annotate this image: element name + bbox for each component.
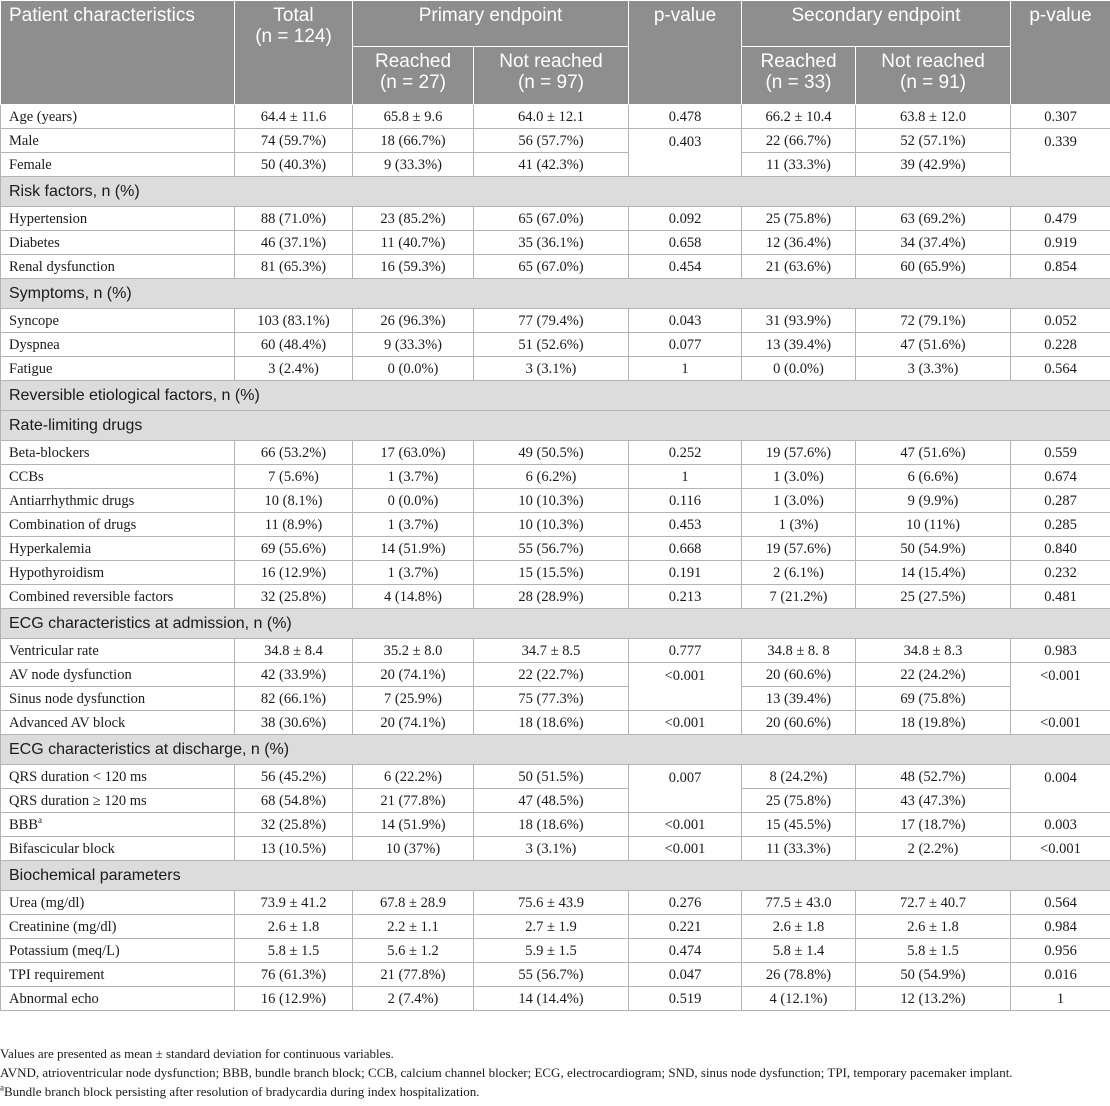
cell-secondary-pvalue: 0.287 <box>1011 489 1110 513</box>
cell-primary-reached: 10 (37%) <box>353 837 474 861</box>
table-row <box>1 987 1110 1011</box>
row-label: Sinus node dysfunction <box>1 687 235 711</box>
cell-secondary-reached: 26 (78.8%) <box>742 963 856 987</box>
cell-primary-reached: 20 (74.1%) <box>353 711 474 735</box>
cell-primary-not-reached: 35 (36.1%) <box>474 231 629 255</box>
cell-total: 50 (40.3%) <box>235 153 353 177</box>
row-label: Hypertension <box>1 207 235 231</box>
cell-secondary-reached: 2 (6.1%) <box>742 561 856 585</box>
header-primary-pvalue: p-value <box>629 1 742 105</box>
cell-secondary-reached: 1 (3.0%) <box>742 489 856 513</box>
cell-secondary-pvalue: 1 <box>1011 987 1110 1011</box>
cell-secondary-not-reached: 72.7 ± 40.7 <box>856 891 1011 915</box>
table-row <box>1 255 1110 279</box>
cell-secondary-not-reached: 22 (24.2%) <box>856 663 1011 687</box>
cell-primary-not-reached: 56 (57.7%) <box>474 129 629 153</box>
cell-secondary-pvalue: <0.001 <box>1011 711 1110 735</box>
cell-primary-pvalue: 0.658 <box>629 231 742 255</box>
cell-secondary-not-reached: 9 (9.9%) <box>856 489 1011 513</box>
cell-total: 34.8 ± 8.4 <box>235 639 353 663</box>
cell-secondary-reached: 25 (75.8%) <box>742 789 856 813</box>
cell-secondary-not-reached: 3 (3.3%) <box>856 357 1011 381</box>
row-label: Abnormal echo <box>1 987 235 1011</box>
cell-secondary-not-reached: 50 (54.9%) <box>856 963 1011 987</box>
cell-secondary-reached: 0 (0.0%) <box>742 357 856 381</box>
cell-total: 66 (53.2%) <box>235 441 353 465</box>
table-row <box>1 441 1110 465</box>
cell-secondary-pvalue: 0.564 <box>1011 891 1110 915</box>
cell-primary-reached: 16 (59.3%) <box>353 255 474 279</box>
row-label: Bifascicular block <box>1 837 235 861</box>
cell-secondary-pvalue: <0.001 <box>1011 837 1110 861</box>
cell-total: 103 (83.1%) <box>235 309 353 333</box>
cell-primary-not-reached: 6 (6.2%) <box>474 465 629 489</box>
cell-secondary-reached: 20 (60.6%) <box>742 711 856 735</box>
cell-secondary-not-reached: 50 (54.9%) <box>856 537 1011 561</box>
cell-secondary-not-reached: 2.6 ± 1.8 <box>856 915 1011 939</box>
table-row <box>1 207 1110 231</box>
section-header-ecg-discharge <box>1 735 1110 765</box>
cell-secondary-not-reached: 34 (37.4%) <box>856 231 1011 255</box>
cell-primary-reached: 2 (7.4%) <box>353 987 474 1011</box>
cell-primary-reached: 23 (85.2%) <box>353 207 474 231</box>
header-secondary-not-reached: Not reached (n = 91) <box>856 47 1011 105</box>
cell-primary-pvalue: 0.454 <box>629 255 742 279</box>
cell-total: 5.8 ± 1.5 <box>235 939 353 963</box>
section-title: Symptoms, n (%) <box>1 279 1110 309</box>
cell-secondary-pvalue: 0.564 <box>1011 357 1110 381</box>
cell-secondary-not-reached: 10 (11%) <box>856 513 1011 537</box>
cell-primary-reached: 9 (33.3%) <box>353 153 474 177</box>
cell-primary-not-reached: 10 (10.3%) <box>474 489 629 513</box>
cell-primary-not-reached: 34.7 ± 8.5 <box>474 639 629 663</box>
cell-secondary-reached: 15 (45.5%) <box>742 813 856 837</box>
cell-primary-pvalue: 0.276 <box>629 891 742 915</box>
cell-secondary-not-reached: 43 (47.3%) <box>856 789 1011 813</box>
cell-secondary-pvalue: 0.052 <box>1011 309 1110 333</box>
row-label: Antiarrhythmic drugs <box>1 489 235 513</box>
cell-secondary-reached: 4 (12.1%) <box>742 987 856 1011</box>
table-row <box>1 537 1110 561</box>
row-label: Beta-blockers <box>1 441 235 465</box>
cell-primary-pvalue: <0.001 <box>629 663 742 711</box>
cell-secondary-pvalue: 0.004 <box>1011 765 1110 813</box>
cell-primary-not-reached: 75.6 ± 43.9 <box>474 891 629 915</box>
table-row <box>1 939 1110 963</box>
table-row <box>1 837 1110 861</box>
cell-total: 60 (48.4%) <box>235 333 353 357</box>
cell-secondary-pvalue: 0.984 <box>1011 915 1110 939</box>
row-label: AV node dysfunction <box>1 663 235 687</box>
cell-secondary-reached: 13 (39.4%) <box>742 333 856 357</box>
cell-secondary-not-reached: 63 (69.2%) <box>856 207 1011 231</box>
cell-primary-not-reached: 5.9 ± 1.5 <box>474 939 629 963</box>
cell-primary-reached: 0 (0.0%) <box>353 489 474 513</box>
footnote-abbreviations: AVND, atrioventricular node dysfunction; BBB, bundle branch block; CCB, calcium channel blocker; ECG, electrocardiogram; SND, sinus node dysfunction; TPI, temporary pacemaker implant. <box>0 1065 1013 1080</box>
section-header-symptoms <box>1 279 1110 309</box>
table-row <box>1 687 1110 711</box>
cell-total: 10 (8.1%) <box>235 489 353 513</box>
cell-primary-reached: 2.2 ± 1.1 <box>353 915 474 939</box>
row-label: Syncope <box>1 309 235 333</box>
cell-primary-not-reached: 49 (50.5%) <box>474 441 629 465</box>
cell-primary-pvalue: 1 <box>629 357 742 381</box>
cell-primary-not-reached: 3 (3.1%) <box>474 837 629 861</box>
cell-secondary-pvalue: 0.559 <box>1011 441 1110 465</box>
cell-secondary-reached: 25 (75.8%) <box>742 207 856 231</box>
cell-secondary-pvalue: 0.232 <box>1011 561 1110 585</box>
cell-secondary-reached: 77.5 ± 43.0 <box>742 891 856 915</box>
cell-total: 68 (54.8%) <box>235 789 353 813</box>
table-row <box>1 765 1110 789</box>
cell-secondary-reached: 34.8 ± 8. 8 <box>742 639 856 663</box>
header-patient-characteristics: Patient characteristics <box>1 1 235 105</box>
cell-secondary-reached: 5.8 ± 1.4 <box>742 939 856 963</box>
cell-primary-reached: 17 (63.0%) <box>353 441 474 465</box>
row-label: Urea (mg/dl) <box>1 891 235 915</box>
table-row <box>1 465 1110 489</box>
cell-primary-not-reached: 10 (10.3%) <box>474 513 629 537</box>
cell-primary-not-reached: 51 (52.6%) <box>474 333 629 357</box>
cell-total: 81 (65.3%) <box>235 255 353 279</box>
cell-total: 69 (55.6%) <box>235 537 353 561</box>
cell-total: 46 (37.1%) <box>235 231 353 255</box>
cell-primary-reached: 65.8 ± 9.6 <box>353 105 474 129</box>
cell-primary-pvalue: 0.453 <box>629 513 742 537</box>
cell-total: 64.4 ± 11.6 <box>235 105 353 129</box>
cell-secondary-not-reached: 47 (51.6%) <box>856 333 1011 357</box>
cell-secondary-not-reached: 69 (75.8%) <box>856 687 1011 711</box>
table-row <box>1 105 1110 129</box>
cell-total: 38 (30.6%) <box>235 711 353 735</box>
header-secondary-endpoint: Secondary endpoint <box>742 1 1011 47</box>
header-total: Total (n = 124) <box>235 1 353 105</box>
row-label: Ventricular rate <box>1 639 235 663</box>
table-row <box>1 663 1110 687</box>
cell-primary-pvalue: 0.221 <box>629 915 742 939</box>
cell-secondary-not-reached: 47 (51.6%) <box>856 441 1011 465</box>
cell-primary-pvalue: 0.116 <box>629 489 742 513</box>
cell-total: 13 (10.5%) <box>235 837 353 861</box>
cell-secondary-reached: 22 (66.7%) <box>742 129 856 153</box>
cell-primary-pvalue: <0.001 <box>629 711 742 735</box>
cell-secondary-pvalue: 0.956 <box>1011 939 1110 963</box>
cell-primary-pvalue: 0.213 <box>629 585 742 609</box>
cell-secondary-not-reached: 18 (19.8%) <box>856 711 1011 735</box>
cell-primary-reached: 9 (33.3%) <box>353 333 474 357</box>
cell-primary-not-reached: 47 (48.5%) <box>474 789 629 813</box>
cell-total: 74 (59.7%) <box>235 129 353 153</box>
cell-secondary-not-reached: 5.8 ± 1.5 <box>856 939 1011 963</box>
cell-primary-not-reached: 75 (77.3%) <box>474 687 629 711</box>
cell-secondary-reached: 1 (3%) <box>742 513 856 537</box>
cell-primary-reached: 26 (96.3%) <box>353 309 474 333</box>
cell-primary-pvalue: 1 <box>629 465 742 489</box>
cell-secondary-not-reached: 17 (18.7%) <box>856 813 1011 837</box>
section-title: ECG characteristics at admission, n (%) <box>1 609 1110 639</box>
cell-primary-pvalue: 0.668 <box>629 537 742 561</box>
cell-primary-reached: 6 (22.2%) <box>353 765 474 789</box>
section-title: Rate-limiting drugs <box>1 411 1110 441</box>
table-row <box>1 153 1110 177</box>
cell-secondary-pvalue: 0.854 <box>1011 255 1110 279</box>
cell-primary-pvalue: 0.007 <box>629 765 742 813</box>
table-row <box>1 561 1110 585</box>
table-row <box>1 813 1110 837</box>
cell-primary-pvalue: 0.403 <box>629 129 742 177</box>
cell-primary-reached: 4 (14.8%) <box>353 585 474 609</box>
cell-primary-not-reached: 18 (18.6%) <box>474 711 629 735</box>
cell-primary-not-reached: 65 (67.0%) <box>474 255 629 279</box>
row-label: Potassium (meq/L) <box>1 939 235 963</box>
cell-secondary-not-reached: 72 (79.1%) <box>856 309 1011 333</box>
cell-total: 88 (71.0%) <box>235 207 353 231</box>
cell-primary-reached: 14 (51.9%) <box>353 537 474 561</box>
cell-primary-pvalue: 0.077 <box>629 333 742 357</box>
table-row <box>1 711 1110 735</box>
row-label: Renal dysfunction <box>1 255 235 279</box>
cell-primary-pvalue: 0.043 <box>629 309 742 333</box>
cell-secondary-not-reached: 34.8 ± 8.3 <box>856 639 1011 663</box>
table-row <box>1 789 1110 813</box>
row-label: Hypothyroidism <box>1 561 235 585</box>
section-title: Risk factors, n (%) <box>1 177 1110 207</box>
table-row <box>1 585 1110 609</box>
cell-total: 16 (12.9%) <box>235 987 353 1011</box>
cell-secondary-reached: 19 (57.6%) <box>742 537 856 561</box>
cell-primary-not-reached: 65 (67.0%) <box>474 207 629 231</box>
section-header-reversible-factors <box>1 381 1110 411</box>
cell-secondary-reached: 11 (33.3%) <box>742 153 856 177</box>
table-row <box>1 309 1110 333</box>
cell-secondary-not-reached: 25 (27.5%) <box>856 585 1011 609</box>
footnote-bbb: $^a$Bundle branch block persisting after resolution of bradycardia during index hospitalization. <box>0 1082 480 1099</box>
row-label: Hyperkalemia <box>1 537 235 561</box>
cell-primary-reached: 0 (0.0%) <box>353 357 474 381</box>
cell-total: 32 (25.8%) <box>235 585 353 609</box>
footnote-values: Values are presented as mean ± standard deviation for continuous variables. <box>0 1046 394 1061</box>
cell-secondary-pvalue: 0.481 <box>1011 585 1110 609</box>
table-row <box>1 489 1110 513</box>
section-header-rate-limiting-drugs <box>1 411 1110 441</box>
table-row <box>1 333 1110 357</box>
section-header-biochemical <box>1 861 1110 891</box>
cell-primary-reached: 21 (77.8%) <box>353 789 474 813</box>
row-label: TPI requirement <box>1 963 235 987</box>
cell-secondary-pvalue: 0.339 <box>1011 129 1110 177</box>
header-primary-reached: Reached (n = 27) <box>353 47 474 105</box>
row-label: CCBs <box>1 465 235 489</box>
cell-primary-not-reached: 15 (15.5%) <box>474 561 629 585</box>
cell-primary-not-reached: 55 (56.7%) <box>474 963 629 987</box>
section-title: Biochemical parameters <box>1 861 1110 891</box>
cell-primary-reached: 18 (66.7%) <box>353 129 474 153</box>
cell-secondary-reached: 13 (39.4%) <box>742 687 856 711</box>
cell-primary-not-reached: 2.7 ± 1.9 <box>474 915 629 939</box>
cell-secondary-reached: 2.6 ± 1.8 <box>742 915 856 939</box>
row-label: Creatinine (mg/dl) <box>1 915 235 939</box>
header-secondary-reached: Reached (n = 33) <box>742 47 856 105</box>
cell-total: 11 (8.9%) <box>235 513 353 537</box>
cell-total: 16 (12.9%) <box>235 561 353 585</box>
cell-total: 3 (2.4%) <box>235 357 353 381</box>
section-header-ecg-admission <box>1 609 1110 639</box>
cell-primary-pvalue: 0.252 <box>629 441 742 465</box>
cell-secondary-not-reached: 39 (42.9%) <box>856 153 1011 177</box>
cell-secondary-not-reached: 60 (65.9%) <box>856 255 1011 279</box>
row-label: Diabetes <box>1 231 235 255</box>
cell-secondary-pvalue: 0.003 <box>1011 813 1110 837</box>
row-label: Fatigue <box>1 357 235 381</box>
cell-secondary-reached: 66.2 ± 10.4 <box>742 105 856 129</box>
cell-secondary-reached: 19 (57.6%) <box>742 441 856 465</box>
cell-primary-pvalue: <0.001 <box>629 813 742 837</box>
header-primary-endpoint: Primary endpoint <box>353 1 629 47</box>
cell-secondary-not-reached: 52 (57.1%) <box>856 129 1011 153</box>
cell-secondary-pvalue: 0.674 <box>1011 465 1110 489</box>
cell-secondary-reached: 20 (60.6%) <box>742 663 856 687</box>
cell-primary-pvalue: 0.092 <box>629 207 742 231</box>
cell-primary-not-reached: 28 (28.9%) <box>474 585 629 609</box>
cell-primary-reached: 21 (77.8%) <box>353 963 474 987</box>
cell-primary-reached: 20 (74.1%) <box>353 663 474 687</box>
cell-primary-not-reached: 22 (22.7%) <box>474 663 629 687</box>
cell-secondary-pvalue: 0.285 <box>1011 513 1110 537</box>
table-row <box>1 963 1110 987</box>
cell-primary-reached: 35.2 ± 8.0 <box>353 639 474 663</box>
table-footnotes <box>0 1044 1110 1101</box>
cell-secondary-not-reached: 14 (15.4%) <box>856 561 1011 585</box>
row-label: Age (years) <box>1 105 235 129</box>
cell-secondary-not-reached: 6 (6.6%) <box>856 465 1011 489</box>
cell-secondary-not-reached: 12 (13.2%) <box>856 987 1011 1011</box>
cell-primary-reached: 67.8 ± 28.9 <box>353 891 474 915</box>
cell-secondary-reached: 31 (93.9%) <box>742 309 856 333</box>
cell-primary-reached: 14 (51.9%) <box>353 813 474 837</box>
cell-secondary-not-reached: 48 (52.7%) <box>856 765 1011 789</box>
row-label: Combination of drugs <box>1 513 235 537</box>
table-row <box>1 231 1110 255</box>
section-title: Reversible etiological factors, n (%) <box>1 381 1110 411</box>
cell-primary-pvalue: 0.478 <box>629 105 742 129</box>
cell-total: 82 (66.1%) <box>235 687 353 711</box>
cell-secondary-reached: 12 (36.4%) <box>742 231 856 255</box>
cell-primary-not-reached: 18 (18.6%) <box>474 813 629 837</box>
row-label: Advanced AV block <box>1 711 235 735</box>
cell-primary-not-reached: 55 (56.7%) <box>474 537 629 561</box>
cell-secondary-reached: 21 (63.6%) <box>742 255 856 279</box>
cell-primary-pvalue: 0.777 <box>629 639 742 663</box>
cell-secondary-reached: 1 (3.0%) <box>742 465 856 489</box>
cell-total: 76 (61.3%) <box>235 963 353 987</box>
cell-secondary-pvalue: 0.307 <box>1011 105 1110 129</box>
cell-total: 56 (45.2%) <box>235 765 353 789</box>
cell-primary-pvalue: <0.001 <box>629 837 742 861</box>
table-row <box>1 915 1110 939</box>
row-label: BBB$^a$ <box>1 813 235 837</box>
cell-primary-not-reached: 77 (79.4%) <box>474 309 629 333</box>
cell-secondary-pvalue: 0.228 <box>1011 333 1110 357</box>
cell-secondary-reached: 7 (21.2%) <box>742 585 856 609</box>
header-primary-not-reached: Not reached (n = 97) <box>474 47 629 105</box>
cell-secondary-pvalue: 0.479 <box>1011 207 1110 231</box>
cell-total: 73.9 ± 41.2 <box>235 891 353 915</box>
cell-total: 42 (33.9%) <box>235 663 353 687</box>
cell-secondary-pvalue: 0.983 <box>1011 639 1110 663</box>
table-row <box>1 357 1110 381</box>
row-label: QRS duration < 120 ms <box>1 765 235 789</box>
row-label: Combined reversible factors <box>1 585 235 609</box>
cell-primary-pvalue: 0.047 <box>629 963 742 987</box>
table-body <box>1 105 1110 1011</box>
cell-total: 7 (5.6%) <box>235 465 353 489</box>
section-title: ECG characteristics at discharge, n (%) <box>1 735 1110 765</box>
cell-primary-reached: 5.6 ± 1.2 <box>353 939 474 963</box>
cell-secondary-pvalue: 0.016 <box>1011 963 1110 987</box>
cell-secondary-reached: 11 (33.3%) <box>742 837 856 861</box>
cell-primary-not-reached: 50 (51.5%) <box>474 765 629 789</box>
table-row <box>1 513 1110 537</box>
cell-primary-not-reached: 14 (14.4%) <box>474 987 629 1011</box>
cell-primary-not-reached: 41 (42.3%) <box>474 153 629 177</box>
cell-primary-pvalue: 0.519 <box>629 987 742 1011</box>
table-row <box>1 639 1110 663</box>
row-label: Dyspnea <box>1 333 235 357</box>
table-row <box>1 891 1110 915</box>
table-row <box>1 129 1110 153</box>
row-label: Female <box>1 153 235 177</box>
cell-secondary-pvalue: 0.840 <box>1011 537 1110 561</box>
header-secondary-pvalue: p-value <box>1011 1 1110 105</box>
cell-primary-reached: 7 (25.9%) <box>353 687 474 711</box>
cell-secondary-reached: 8 (24.2%) <box>742 765 856 789</box>
row-label: Male <box>1 129 235 153</box>
cell-secondary-pvalue: <0.001 <box>1011 663 1110 711</box>
table-header <box>1 1 1110 105</box>
cell-primary-reached: 11 (40.7%) <box>353 231 474 255</box>
cell-primary-pvalue: 0.474 <box>629 939 742 963</box>
cell-primary-reached: 1 (3.7%) <box>353 513 474 537</box>
cell-secondary-pvalue: 0.919 <box>1011 231 1110 255</box>
cell-total: 32 (25.8%) <box>235 813 353 837</box>
cell-secondary-not-reached: 2 (2.2%) <box>856 837 1011 861</box>
cell-secondary-not-reached: 63.8 ± 12.0 <box>856 105 1011 129</box>
cell-primary-not-reached: 64.0 ± 12.1 <box>474 105 629 129</box>
cell-primary-reached: 1 (3.7%) <box>353 465 474 489</box>
row-label: QRS duration ≥ 120 ms <box>1 789 235 813</box>
cell-primary-pvalue: 0.191 <box>629 561 742 585</box>
section-header-risk-factors <box>1 177 1110 207</box>
cell-primary-reached: 1 (3.7%) <box>353 561 474 585</box>
cell-total: 2.6 ± 1.8 <box>235 915 353 939</box>
cell-primary-not-reached: 3 (3.1%) <box>474 357 629 381</box>
